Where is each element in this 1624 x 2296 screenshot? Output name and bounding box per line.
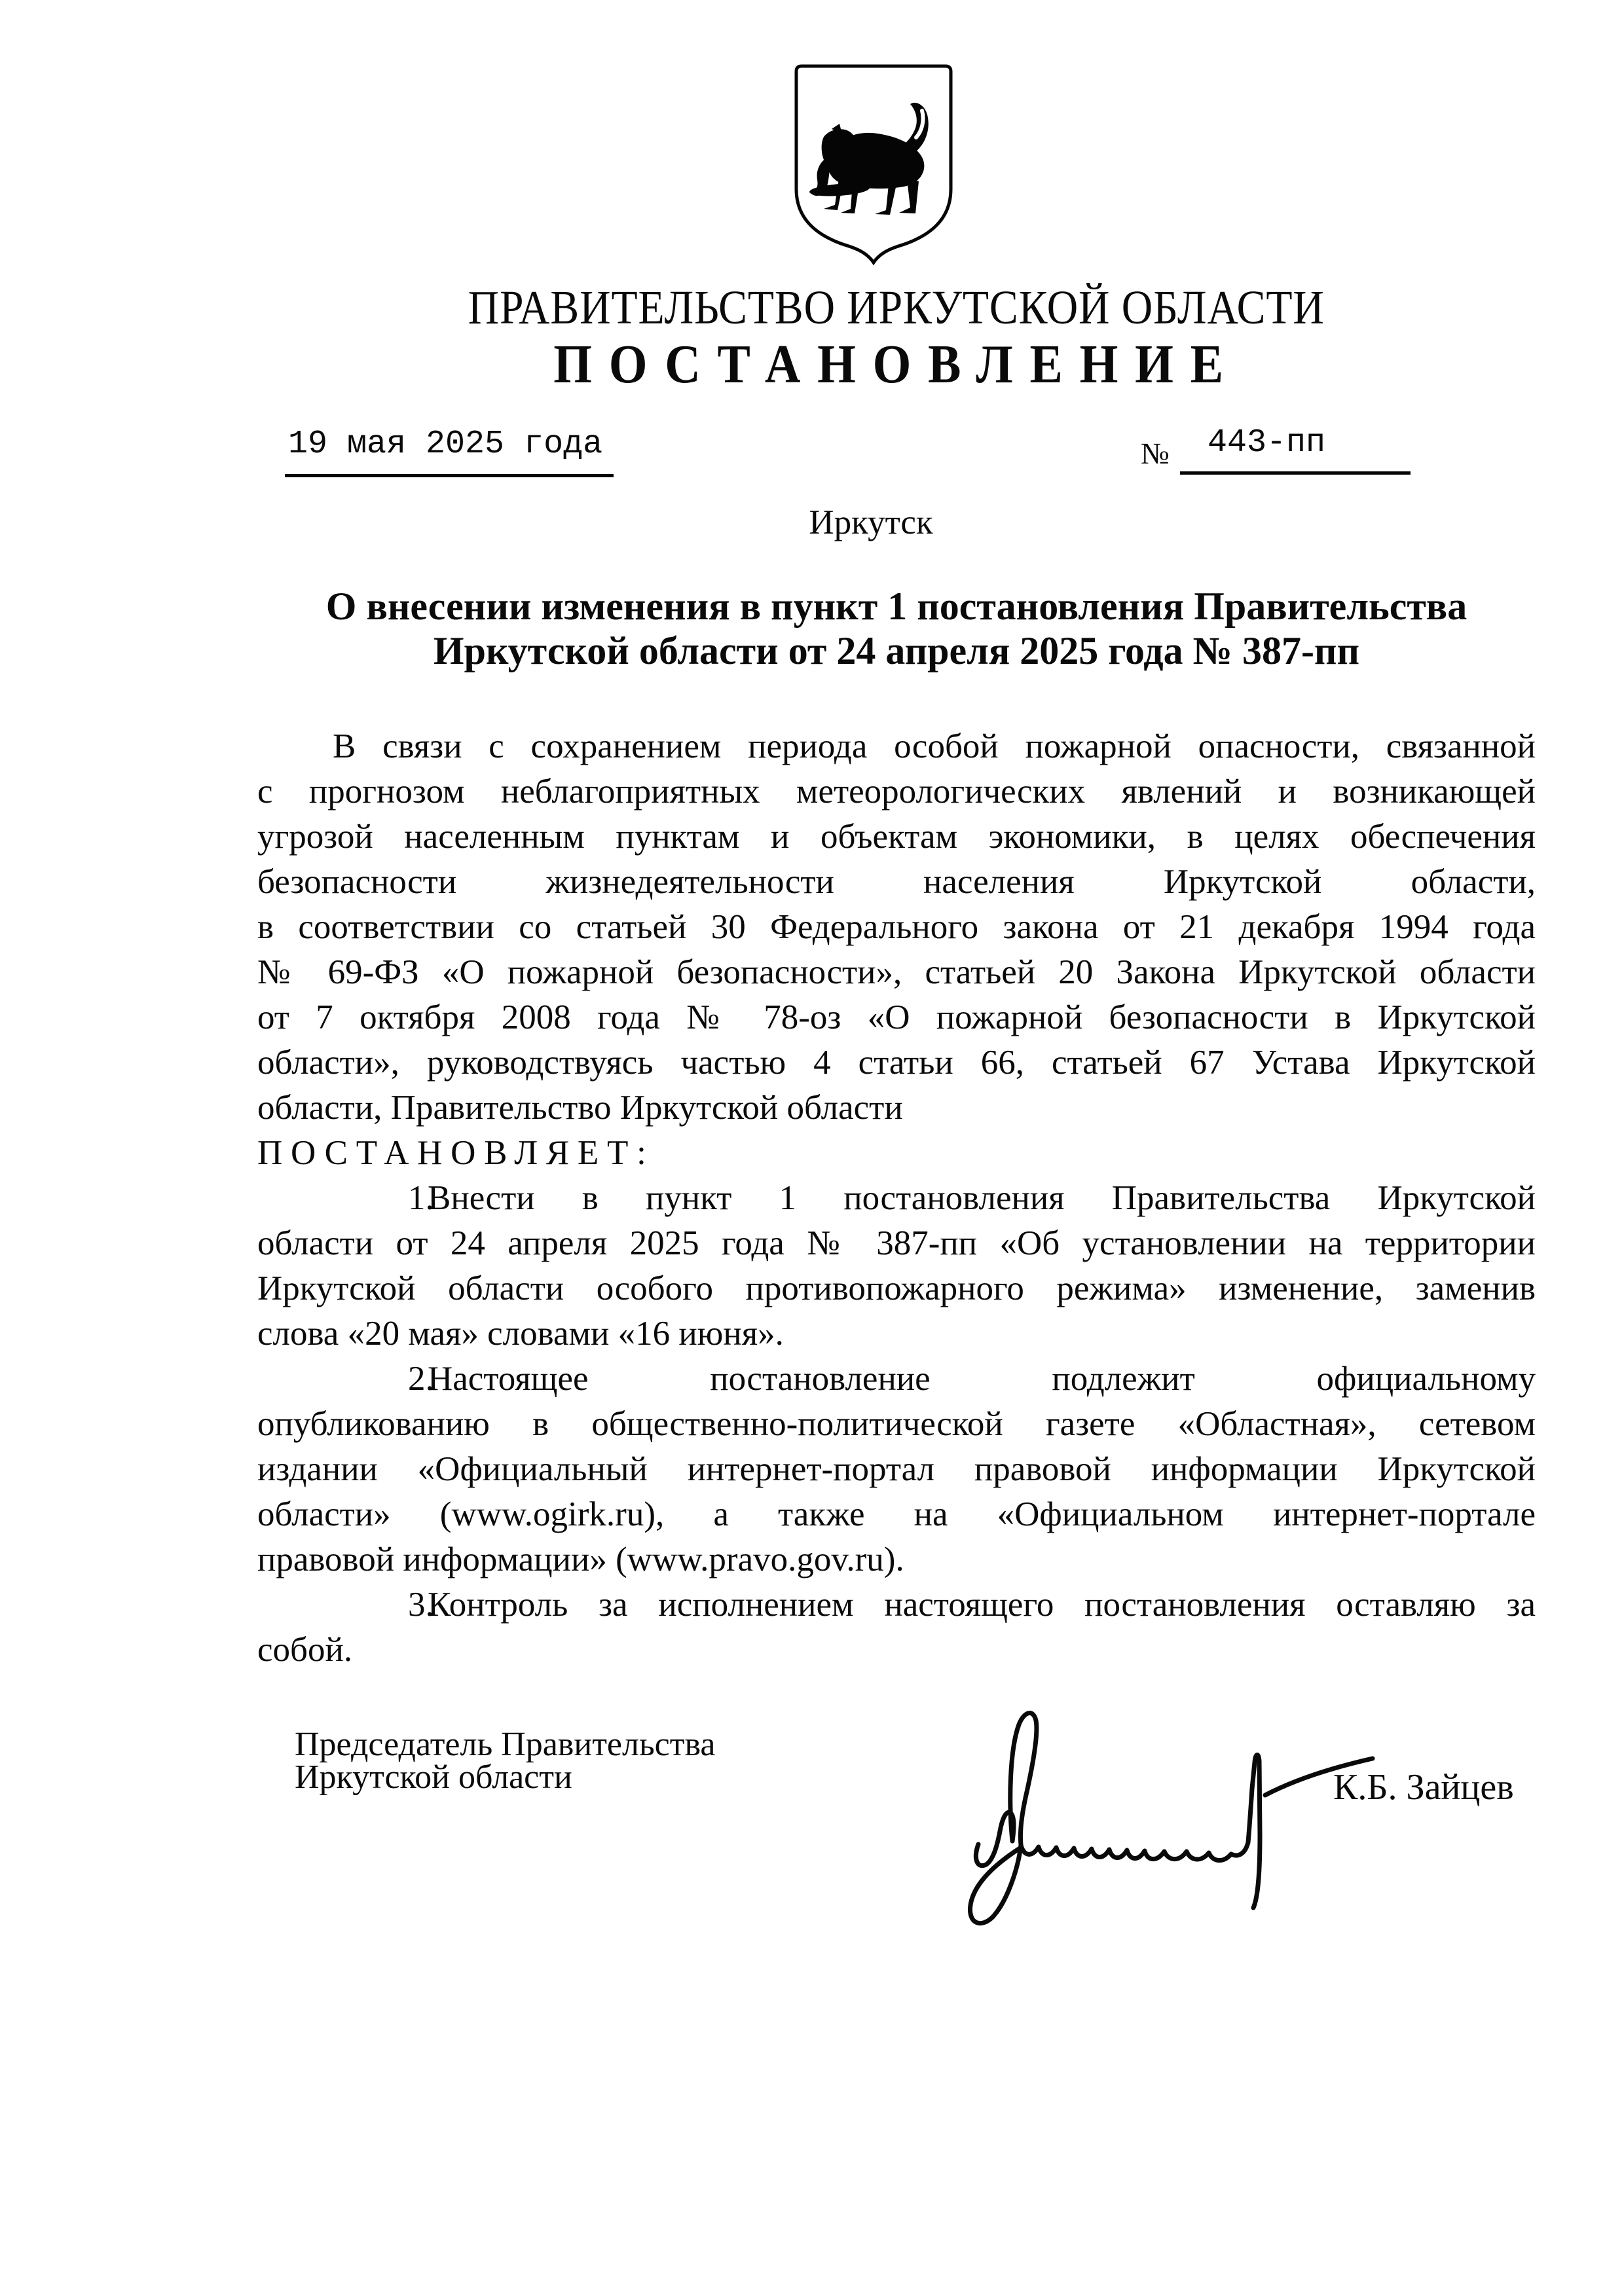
doc-date: 19 мая 2025 года — [288, 426, 603, 463]
date-underline — [285, 474, 614, 477]
signer-position — [295, 1728, 715, 1794]
city-label: Иркутск — [809, 503, 933, 541]
org-name-text: ПРАВИТЕЛЬСТВО ИРКУТСКОЙ ОБЛАСТИ — [468, 281, 1325, 334]
body-line-preamble: безопасности жизнедеятельности населения Иркутской области, — [257, 863, 1536, 901]
body-line-preamble: в соответствии со статьей 30 Федерального закона от 21 декабря 1994 года — [257, 908, 1536, 946]
body-line-item-1: слова «20 мая» словами «16 июня». — [257, 1315, 784, 1353]
body-line-preamble: от 7 октября 2008 года № 78-оз «О пожарной безопасности в Иркутской — [257, 998, 1536, 1036]
body-line-item-3: 3.Контроль за исполнением настоящего постановления оставляю за — [257, 1582, 1536, 1628]
number-sign: № — [1141, 437, 1170, 470]
body-line-item-2: области» (www.ogirk.ru), а также на «Официальном интернет-портале — [257, 1495, 1536, 1533]
doc-number: 443-пп — [1208, 424, 1326, 462]
body-line-preamble: ПОСТАНОВЛЯЕТ: — [257, 1134, 655, 1172]
doc-type-text: ПОСТАНОВЛЕНИЕ — [553, 334, 1240, 395]
body-line-item-2: издании «Официальный интернет-портал правовой информации Иркутской — [257, 1450, 1536, 1488]
org-name-heading — [257, 280, 1536, 335]
body-line-preamble: области», руководствуясь частью 4 статьи 66, статьей 67 Устава Иркутской — [257, 1044, 1536, 1082]
body-line-item-2: опубликованию в общественно-политической газете «Областная», сетевом — [257, 1405, 1536, 1443]
body-line-item-1: Иркутской области особого противопожарного режима» изменение, заменив — [257, 1269, 1536, 1307]
body-line-preamble: В связи с сохранением периода особой пожарной опасности, связанной — [333, 727, 1536, 765]
handwritten-signature-icon — [956, 1697, 1388, 1946]
coat-of-arms-icon — [791, 61, 956, 268]
item-number: 1. — [408, 1179, 434, 1217]
body-line-preamble: № 69-ФЗ «О пожарной безопасности», статьей 20 Закона Иркутской области — [257, 953, 1536, 991]
body-line-item-1: области от 24 апреля 2025 года № 387-пп «Об установлении на территории — [257, 1224, 1536, 1262]
number-underline — [1180, 471, 1411, 475]
signer-name: К.Б. Зайцев — [1333, 1767, 1514, 1808]
body-line-preamble: с прогнозом неблагоприятных метеорологических явлений и возникающей — [257, 773, 1536, 811]
item-number: 2. — [408, 1360, 434, 1398]
signer-position-line-1: Председатель Правительства — [295, 1726, 716, 1763]
body-line-item-3: собой. — [257, 1631, 353, 1669]
doc-title-line-1: О внесении изменения в пункт 1 постановления Правительства — [325, 585, 1467, 628]
doc-body — [257, 724, 1536, 1673]
doc-type-heading — [257, 333, 1536, 396]
body-line-preamble: области, Правительство Иркутской области — [257, 1089, 903, 1127]
body-line-preamble: угрозой населенным пунктам и объектам экономики, в целях обеспечения — [257, 818, 1536, 856]
body-line-item-2: 2.Настоящее постановление подлежит официальному — [257, 1357, 1536, 1402]
signer-position-line-2: Иркутской области — [295, 1758, 572, 1796]
doc-title-line-2: Иркутской области от 24 апреля 2025 года № 387-пп — [433, 629, 1360, 672]
doc-title — [257, 584, 1536, 673]
body-line-item-1: 1.Внести в пункт 1 постановления Правительства Иркутской — [257, 1176, 1536, 1221]
body-line-item-2: правовой информации» (www.pravo.gov.ru). — [257, 1540, 904, 1578]
item-number: 3. — [408, 1586, 434, 1624]
